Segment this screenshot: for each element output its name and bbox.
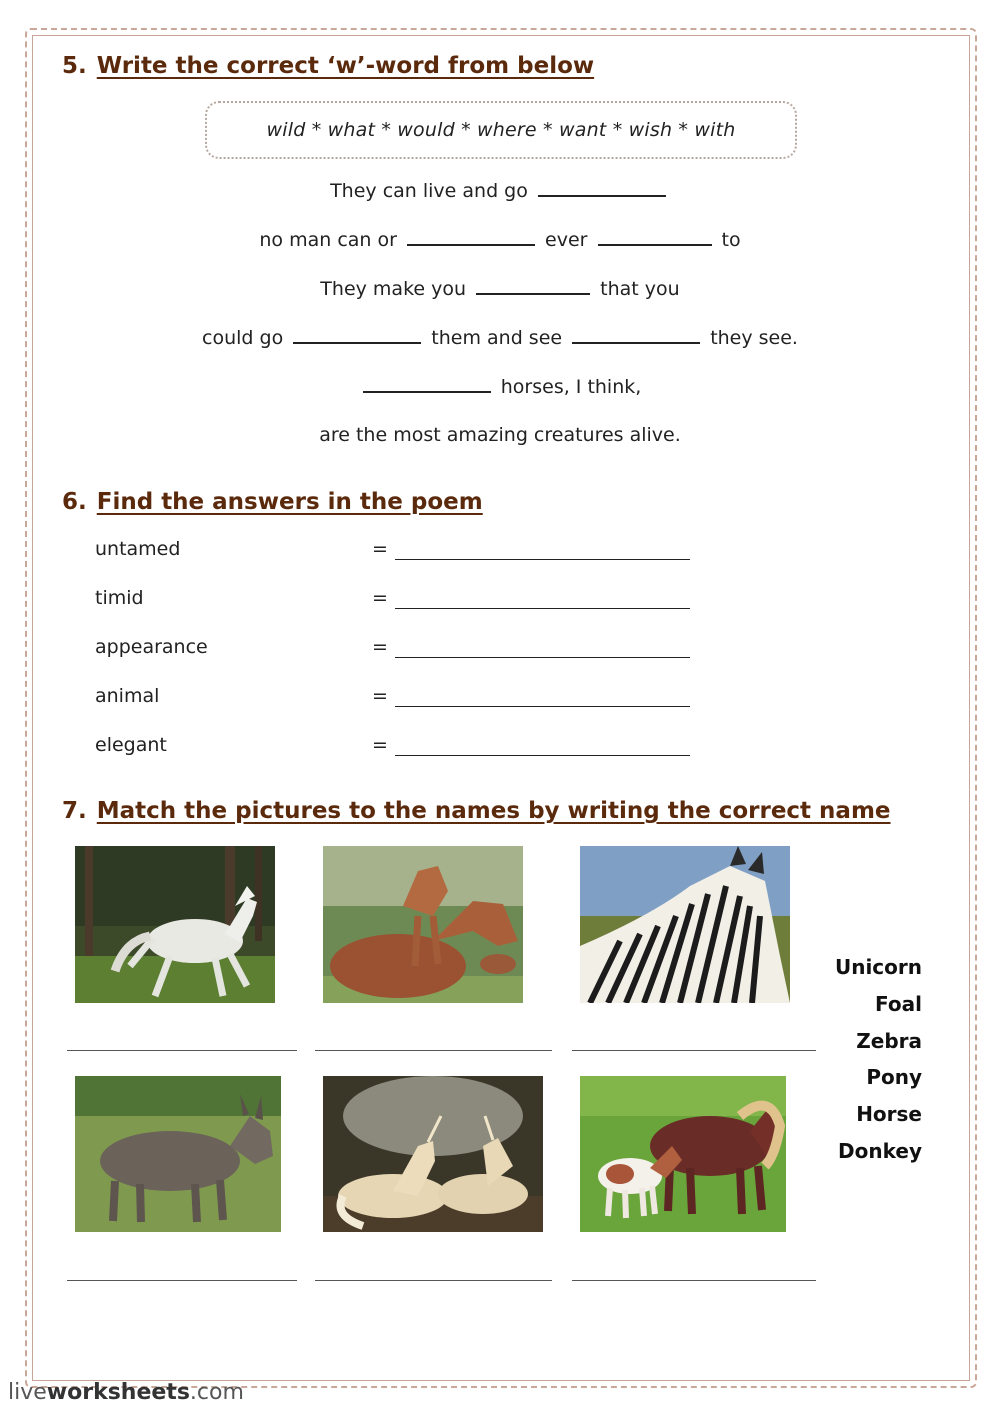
definition-word: animal — [95, 685, 160, 707]
blank-input[interactable] — [598, 228, 712, 246]
picture-answer-line[interactable] — [67, 1280, 297, 1281]
poem-text: they see. — [710, 327, 798, 349]
definition-row — [95, 636, 695, 662]
section-7-title: Match the pictures to the names by writing the correct name — [96, 798, 891, 824]
footer-brand[interactable] — [8, 1380, 244, 1405]
equals-sign: = — [372, 636, 388, 658]
answer-line[interactable] — [395, 755, 690, 756]
name-option[interactable]: Horse — [856, 1102, 922, 1127]
definition-word: elegant — [95, 734, 167, 756]
picture-answer-line[interactable] — [315, 1050, 552, 1051]
definition-row — [95, 587, 695, 613]
footer-brand-name: worksheets — [46, 1380, 190, 1405]
picture-zebras — [580, 846, 790, 1003]
blank-input[interactable] — [363, 375, 491, 393]
picture-answer-line[interactable] — [572, 1280, 816, 1281]
poem-line-2 — [0, 228, 1000, 251]
footer-prefix: live — [8, 1380, 47, 1405]
poem-text: no man can or — [259, 229, 397, 251]
picture-unicorns — [323, 1076, 543, 1232]
poem-text: horses, I think, — [500, 376, 642, 398]
blank-input[interactable] — [407, 228, 535, 246]
equals-sign: = — [372, 538, 388, 560]
blank-input[interactable] — [572, 326, 700, 344]
footer-suffix: .com — [189, 1380, 244, 1405]
section-7-number: 7. — [62, 798, 87, 824]
poem-line-6 — [0, 424, 1000, 446]
poem-text: to — [721, 229, 741, 251]
answer-line[interactable] — [395, 559, 690, 560]
section-5-number: 5. — [62, 53, 87, 79]
section-5-title: Write the correct ‘w’-word from below — [96, 53, 595, 79]
word-bank-text: wild * what * would * where * want * wish * with — [266, 119, 736, 141]
name-option[interactable]: Pony — [866, 1065, 922, 1090]
equals-sign: = — [372, 734, 388, 756]
picture-answer-line[interactable] — [572, 1050, 816, 1051]
answer-line[interactable] — [395, 657, 690, 658]
definition-word: timid — [95, 587, 144, 609]
poem-text: are the most amazing creatures alive. — [319, 424, 681, 446]
picture-answer-line[interactable] — [67, 1050, 297, 1051]
name-option[interactable]: Zebra — [856, 1028, 922, 1053]
names-list — [835, 952, 922, 1173]
blank-input[interactable] — [293, 326, 421, 344]
picture-white-horse — [75, 846, 275, 1003]
definition-row — [95, 734, 695, 760]
poem-text: They can live and go — [330, 180, 528, 202]
equals-sign: = — [372, 587, 388, 609]
name-option[interactable]: Donkey — [838, 1138, 922, 1163]
definition-row — [95, 538, 695, 564]
definition-word: untamed — [95, 538, 181, 560]
picture-answer-line[interactable] — [315, 1280, 552, 1281]
answer-line[interactable] — [395, 706, 690, 707]
word-bank-box — [205, 101, 797, 159]
poem-line-4 — [0, 326, 1000, 349]
picture-mare-and-foal — [323, 846, 523, 1003]
poem-text: They make you — [320, 278, 467, 300]
poem-line-1 — [0, 179, 1000, 202]
poem-text: ever — [545, 229, 588, 251]
answer-line[interactable] — [395, 608, 690, 609]
section-6-number: 6. — [62, 489, 87, 515]
name-option[interactable]: Foal — [875, 991, 922, 1016]
definition-word: appearance — [95, 636, 208, 658]
picture-donkey — [75, 1076, 281, 1232]
blank-input[interactable] — [476, 277, 590, 295]
name-option[interactable]: Unicorn — [834, 955, 922, 979]
blank-input[interactable] — [538, 179, 666, 197]
section-7-heading — [62, 798, 891, 824]
poem-line-5 — [0, 375, 1000, 398]
section-6-heading — [62, 489, 483, 515]
definition-row — [95, 685, 695, 711]
section-6-title: Find the answers in the poem — [96, 489, 483, 515]
poem-line-3 — [0, 277, 1000, 300]
poem-text: that you — [600, 278, 680, 300]
picture-pony-and-foal — [580, 1076, 786, 1232]
equals-sign: = — [372, 685, 388, 707]
poem-text: could go — [202, 327, 284, 349]
section-5-heading — [62, 53, 594, 79]
poem-text: them and see — [431, 327, 563, 349]
